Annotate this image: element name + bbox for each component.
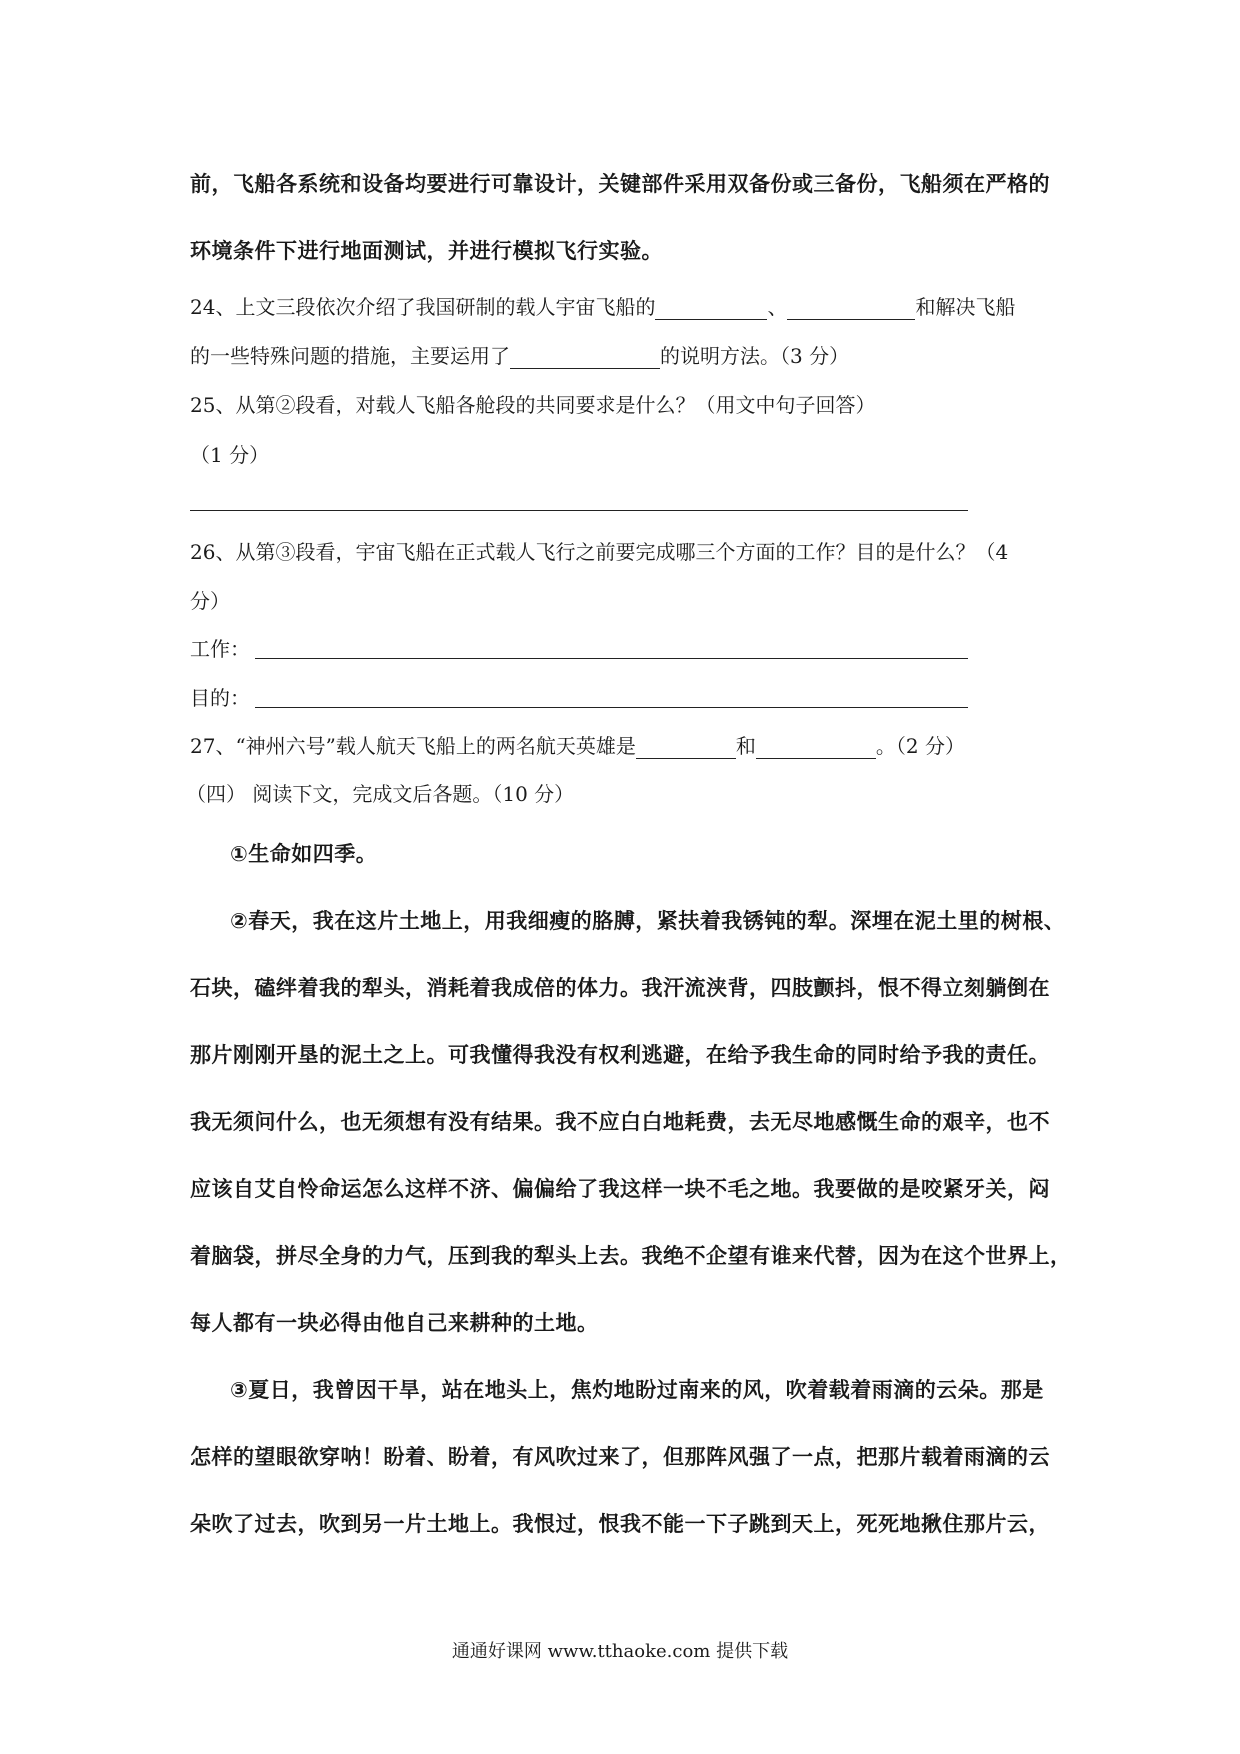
answer-blank[interactable]: [756, 738, 876, 759]
question-27-text: 。（2 分）: [875, 734, 965, 758]
question-24-text: 的一些特殊问题的措施，主要运用了: [190, 344, 510, 368]
answer-blank[interactable]: [655, 299, 767, 320]
paragraph-2-line: 每人都有一块必得由他自己来耕种的土地。: [190, 1311, 599, 1335]
answer-blank[interactable]: [636, 738, 736, 759]
work-answer-line[interactable]: [255, 658, 968, 659]
purpose-answer-line[interactable]: [255, 707, 968, 708]
paragraph-2-line: 着脑袋，拼尽全身的力气，压到我的犁头上去。我绝不企望有谁来代替，因为在这个世界上，: [190, 1244, 1072, 1268]
question-25-line2: （1 分）: [190, 443, 270, 467]
question-27-text: 和: [735, 734, 756, 758]
question-24-line2: [190, 340, 849, 369]
answer-blank[interactable]: [510, 348, 660, 369]
work-label: 工作：: [190, 637, 250, 661]
question-26-line1: 26、从第③段看，宇宙飞船在正式载人飞行之前要完成哪三个方面的工作？目的是什么？（4: [190, 540, 1009, 564]
paragraph-2-line: 石块，磕绊着我的犁头，消耗着我成倍的体力。我汗流浃背，四肢颤抖，恨不得立刻躺倒在: [190, 976, 1050, 1000]
paragraph-1: ①生命如四季。: [230, 842, 378, 866]
page-footer: 通通好课网 www.tthaoke.com 提供下载: [451, 1641, 789, 1662]
question-27-line: [190, 730, 965, 759]
question-25-line1: 25、从第②段看，对载人飞船各舱段的共同要求是什么？（用文中句子回答）: [190, 393, 876, 417]
paragraph-3-line: 怎样的望眼欲穿呐！盼着、盼着，有风吹过来了，但那阵风强了一点，把那片载着雨滴的云: [190, 1445, 1050, 1469]
question-24-text: 和解决飞船: [915, 295, 1016, 319]
answer-line[interactable]: [190, 510, 968, 511]
paragraph-2-line: 那片刚刚开垦的泥土之上。可我懂得我没有权利逃避，在给予我生命的同时给予我的责任。: [190, 1043, 1050, 1067]
question-24-line1: [190, 291, 1015, 320]
question-27-text: 27、“神州六号”载人航天飞船上的两名航天英雄是: [190, 734, 636, 758]
separator-text: 、: [767, 295, 788, 319]
paragraph-2-line: 应该自艾自怜命运怎么这样不济、偏偏给了我这样一块不毛之地。我要做的是咬紧牙关，闷: [190, 1177, 1050, 1201]
paragraph-2-line: ②春天，我在这片土地上，用我细瘦的胳膊，紧扶着我锈钝的犁。深埋在泥土里的树根、: [230, 909, 1066, 933]
paragraph-2-line: 我无须问什么，也无须想有没有结果。我不应白白地耗费，去无尽地感慨生命的艰辛，也不: [190, 1110, 1050, 1134]
question-26-line2: 分）: [190, 589, 230, 613]
section-heading: （四） 阅读下文，完成文后各题。（10 分）: [186, 782, 575, 806]
paragraph-3-line: ③夏日，我曾因干旱，站在地头上，焦灼地盼过南来的风，吹着载着雨滴的云朵。那是: [230, 1378, 1044, 1402]
question-24-text: 24、上文三段依次介绍了我国研制的载人宇宙飞船的: [190, 295, 656, 319]
purpose-label: 目的：: [190, 686, 250, 710]
passage-line: 环境条件下进行地面测试，并进行模拟飞行实验。: [190, 239, 663, 263]
answer-blank[interactable]: [787, 299, 915, 320]
paragraph-3-line: 朵吹了过去，吹到另一片土地上。我恨过，恨我不能一下子跳到天上，死死地揪住那片云，: [190, 1512, 1050, 1536]
question-24-text: 的说明方法。（3 分）: [660, 344, 850, 368]
passage-line: 前，飞船各系统和设备均要进行可靠设计，关键部件采用双备份或三备份，飞船须在严格的: [190, 172, 1050, 196]
